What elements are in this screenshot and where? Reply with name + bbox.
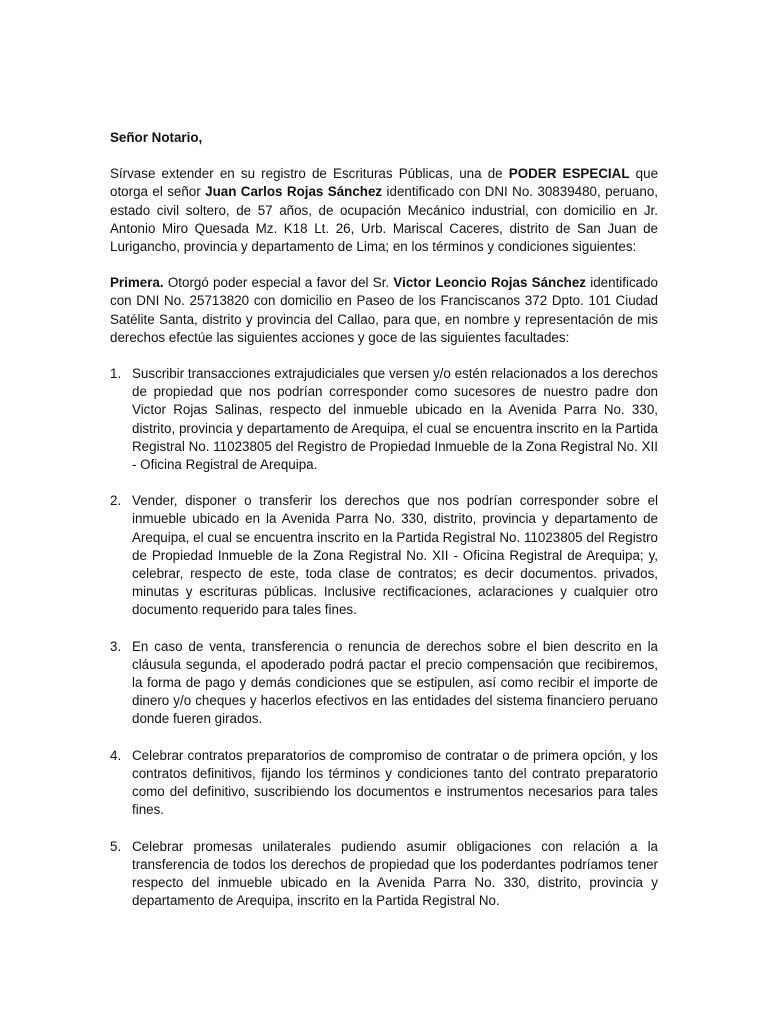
list-item-number: 4. (110, 747, 122, 763)
intro-bold-document-type: PODER ESPECIAL (508, 166, 630, 182)
intro-text-3: identificado con DNI No. 30839480, peruano, estado civil soltero, de 57 años, de ocupación Mecánico industrial, con domicilio en Jr. Antonio Miro Quesada Mz. K18 Lt. 26, Urb. Mariscal Caceres, distrito de San Juan de Lurigancho, provincia y departamento de Lima; en los términos y condiciones siguientes: (110, 184, 658, 255)
primera-heading: Primera. (110, 275, 164, 291)
list-item (110, 492, 658, 619)
intro-bold-grantor-name: Juan Carlos Rojas Sánchez (205, 184, 383, 200)
document-body (110, 129, 658, 928)
intro-paragraph (110, 165, 658, 256)
list-item (110, 638, 658, 729)
list-item (110, 838, 658, 911)
greeting: Señor Notario, (110, 130, 203, 145)
list-item (110, 747, 658, 820)
powers-list (110, 365, 658, 910)
list-item-number: 2. (110, 493, 122, 509)
list-item-text: Celebrar promesas unilaterales pudiendo asumir obligaciones con relación a la transferencia de todos los derechos de propiedad que los poderdantes podríamos tener respecto del inmueble ubicado en la Avenida Parra No. 330, distrito, provincia y departamento de Arequipa, inscrito en la Partida Registral No. (132, 838, 658, 909)
list-item-number: 3. (110, 638, 122, 654)
list-item-text: Suscribir transacciones extrajudiciales que versen y/o estén relacionados a los derechos de propiedad que nos podrían corresponder como sucesores de nuestro padre don Victor Rojas Salinas, respecto del inmueble ubicado en la Avenida Parra No. 330, distrito, provincia y departamento de Arequipa, el cual se encuentra inscrito en la Partida Registral No. 11023805 del Registro de Propiedad Inmueble de la Zona Registral No. XII - Oficina Registral de Arequipa. (132, 366, 658, 473)
list-item-text: Celebrar contratos preparatorios de compromiso de contratar o de primera opción, y los contratos definitivos, fijando los términos y condiciones tanto del contrato preparatorio como del definitivo, suscribiendo los documentos e instrumentos necesarios para tales fines. (132, 747, 658, 818)
list-item (110, 365, 658, 474)
primera-text-2: identificado con DNI No. 25713820 con domicilio en Paseo de los Franciscanos 372 Dpto. 101 Ciudad Satélite Santa, distrito y provincia del Callao, para que, en nombre y representación de mis derechos efectúe las siguientes acciones y goce de las siguientes facultades: (110, 275, 658, 345)
intro-text-2: que otorga el señor (110, 166, 659, 200)
list-item-text: En caso de venta, transferencia o renuncia de derechos sobre el bien descrito en la cláusula segunda, el apoderado podrá pactar el precio compensación que recibiremos, la forma de pago y demás condiciones que se estipulen, así como recibir el importe de dinero y/o cheques y hacerlos efectivos en las entidades del sistema financiero peruano donde fueren girados. (132, 638, 658, 727)
intro-text-1: Sírvase extender en su registro de Escrituras Públicas, una de (110, 166, 509, 182)
primera-bold-attorney-name: Victor Leoncio Rojas Sánchez (393, 275, 586, 291)
list-item-number: 1. (110, 366, 122, 382)
primera-text-1: Otorgó poder especial a favor del Sr. (163, 275, 394, 291)
primera-paragraph (110, 274, 658, 347)
list-item-text: Vender, disponer o transferir los derechos que nos podrían corresponder sobre el inmueble ubicado en la Avenida Parra No. 330, distrito, provincia y departamento de Arequipa, el cual se encuentra inscrito en la Partida Registral No. 11023805 del Registro de Propiedad Inmueble de la Zona Registral No. XII - Oficina Registral de Arequipa; y, celebrar, respecto de este, toda clase de contratos; es decir documentos. privados, minutas y escrituras públicas. Inclusive rectificaciones, aclaraciones y cualquier otro documento requerido para tales fines. (132, 493, 658, 618)
list-item-number: 5. (110, 838, 122, 854)
